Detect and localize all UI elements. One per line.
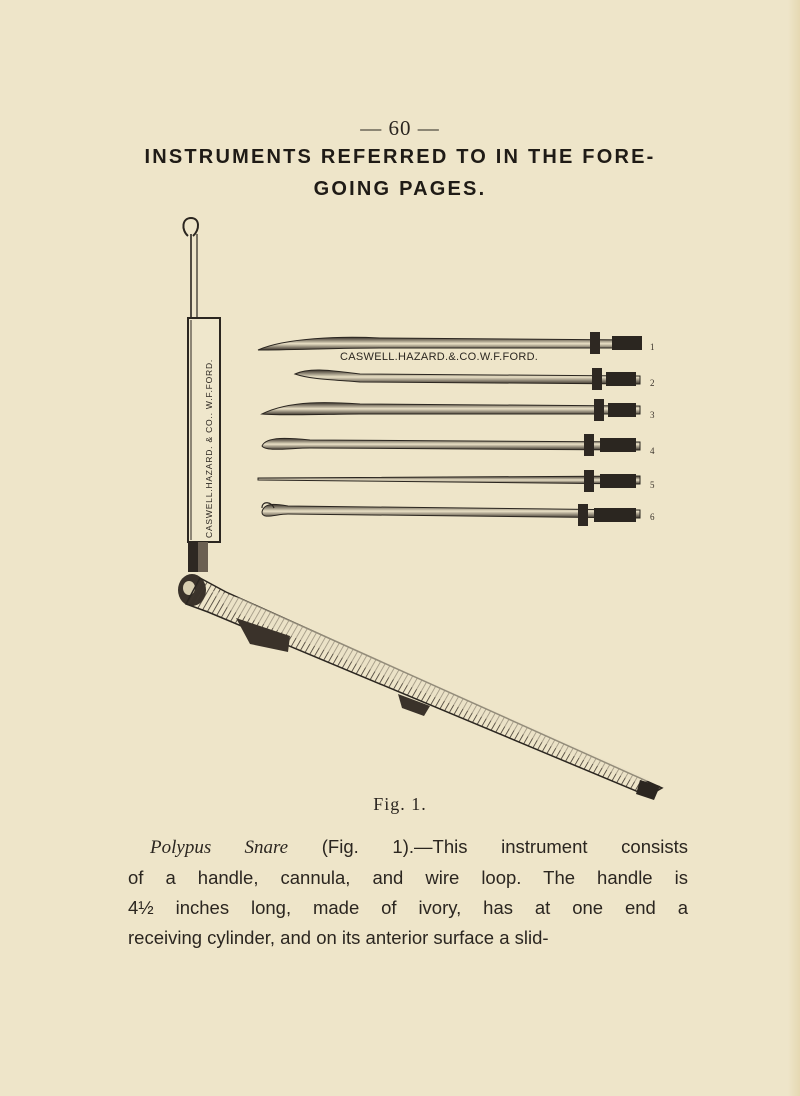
cannula-1 [258, 332, 655, 363]
cannula-number-2: 2 [650, 378, 655, 388]
handle-top-ring [183, 218, 198, 236]
cannula-set [258, 332, 655, 526]
page-number: — 60 — [360, 116, 440, 140]
cannula-maker-mark: CASWELL.HAZARD.&.CO.W.F.FORD. [340, 351, 539, 363]
cannula-number-4: 4 [650, 446, 655, 456]
snare-handle [178, 218, 220, 606]
paragraph-line-1 [128, 832, 688, 863]
cannula-number-5: 5 [650, 480, 655, 490]
cannula-5 [258, 470, 655, 492]
cannula-3 [262, 399, 655, 421]
cannula-2 [295, 368, 655, 390]
cannula-6 [262, 503, 655, 526]
handle-maker-mark: CASWELL.HAZARD. & CO.. W.F.FORD. [204, 358, 214, 538]
body-paragraph [128, 832, 688, 953]
paragraph-line-1-text: (Fig. 1).—This instrument consists [288, 836, 688, 857]
paragraph-title: Polypus Snare [150, 837, 289, 858]
cannula-number-1: 1 [650, 342, 655, 352]
cannula-4 [262, 434, 655, 456]
paragraph-line-2: of a handle, cannula, and wire loop. The handle is [128, 867, 688, 888]
heading-line-2: GOING PAGES. [313, 178, 487, 200]
figure-caption: Fig. 1. [373, 794, 427, 814]
snare-cannula [186, 578, 662, 800]
paragraph-line-3: 4½ inches long, made of ivory, has at one end a [128, 897, 688, 918]
heading-line-1: INSTRUMENTS REFERRED TO IN THE FORE- [144, 146, 656, 168]
cannula-number-6: 6 [650, 512, 655, 522]
cannula-number-3: 3 [650, 410, 655, 420]
paragraph-line-4: receiving cylinder, and on its anterior surface a slid- [128, 927, 549, 948]
